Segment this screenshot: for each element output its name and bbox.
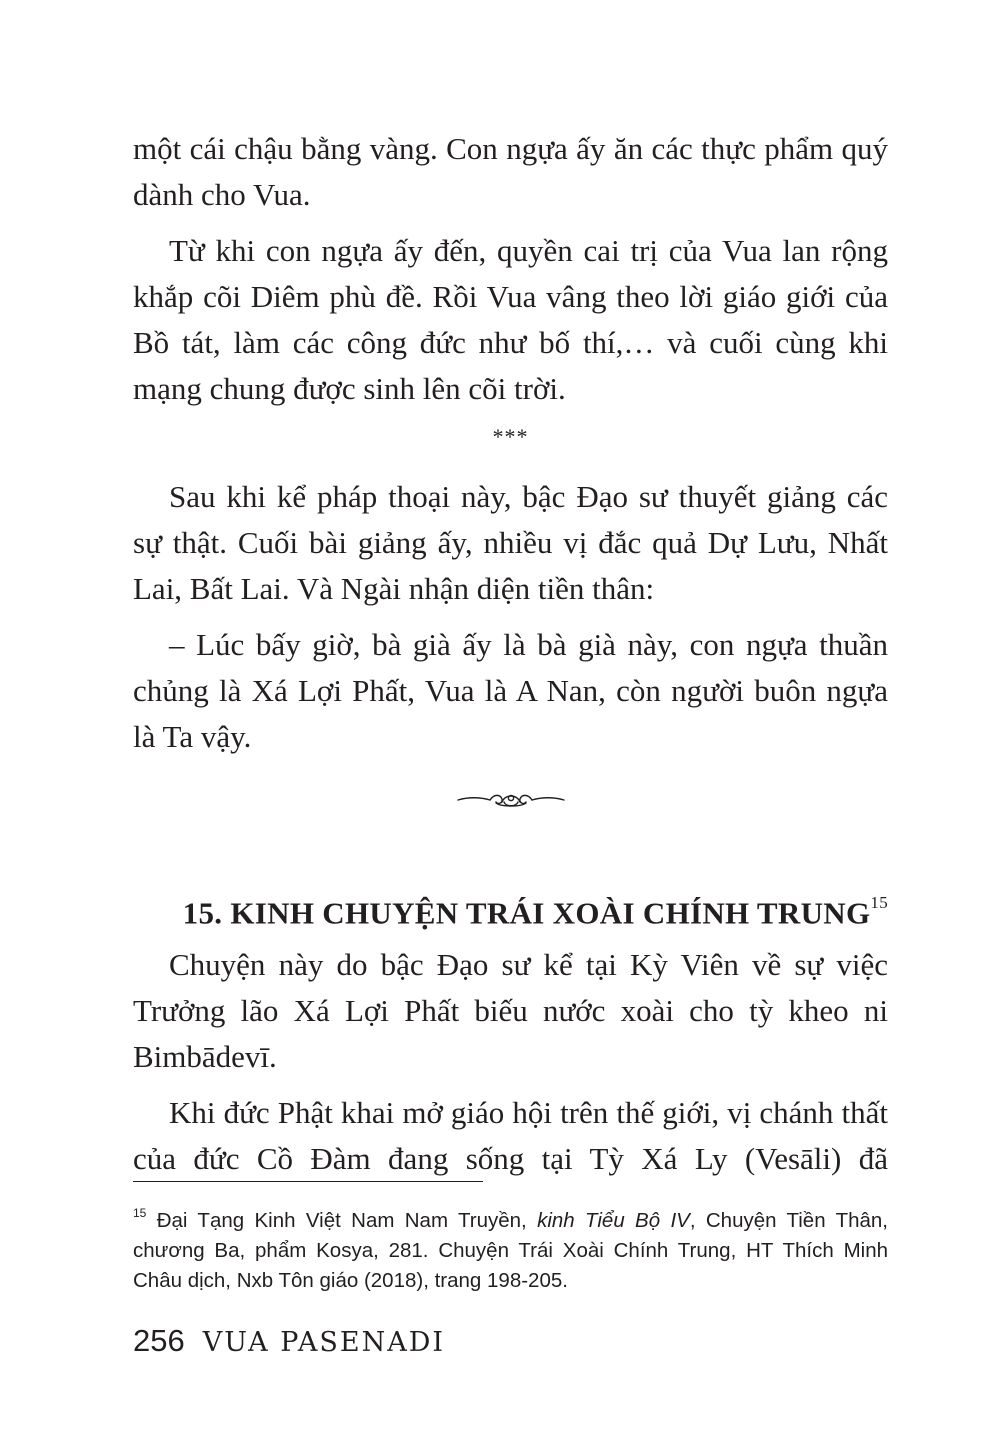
footnote-text-part1: Đại Tạng Kinh Việt Nam Nam Truyền, <box>156 1208 538 1232</box>
section-heading <box>133 884 888 936</box>
ornament-divider-icon <box>456 788 566 810</box>
paragraph-4: – Lúc bấy giờ, bà già ấy là bà già này, con ngựa thuần chủng là Xá Lợi Phất, Vua là A Nan, còn người buôn ngựa là Ta vậy. <box>133 627 888 754</box>
paragraph-5: Chuyện này do bậc Đạo sư kể tại Kỳ Viên về sự việc Trưởng lão Xá Lợi Phất biếu nước xoài cho tỳ kheo ni Bimbādevī. <box>133 947 888 1075</box>
footnote-reference[interactable]: 15 <box>870 893 888 912</box>
footnote-divider <box>133 1181 483 1182</box>
paragraph-1: một cái chậu bằng vàng. Con ngựa ấy ăn các thực phẩm quý dành cho Vua. <box>133 131 888 212</box>
paragraph-3: Sau khi kể pháp thoại này, bậc Đạo sư thuyết giảng các sự thật. Cuối bài giảng ấy, nhiều vị đắc quả Dự Lưu, Nhất Lai, Bất Lai. Và Ngài nhận diện tiền thân: <box>133 479 888 606</box>
footnote-text-italic: kinh Tiểu Bộ IV <box>537 1208 690 1232</box>
paragraph-6: Khi đức Phật khai mở giáo hội trên thế giới, vị chánh thất của đức Cồ Đàm đang sống tại Tỳ Xá Ly (Vesāli) đã <box>133 1095 888 1177</box>
footnote-number: 15 <box>133 1206 147 1220</box>
section-title: 15. KINH CHUYỆN TRÁI XOÀI CHÍNH TRUNG <box>182 895 871 931</box>
footnote-text-part2: , Chuyện Tiền Thân, chương Ba, phẩm Kosya, 281. Chuyện Trái Xoài Chính Trung, HT Thích Minh Châu dịch, Nxb Tôn giáo (2018), trang 198-205. <box>133 1208 888 1292</box>
footnote <box>133 1200 888 1296</box>
page-number: 256 <box>133 1323 185 1358</box>
section-separator: *** <box>492 424 529 449</box>
paragraph-2: Từ khi con ngựa ấy đến, quyền cai trị của Vua lan rộng khắp cõi Diêm phù đề. Rồi Vua vâng theo lời giáo giới của Bồ tát, làm các công đức như bố thí,… và cuối cùng khi mạng chung được sinh lên cõi trời. <box>133 233 888 406</box>
page-footer <box>133 1323 445 1363</box>
page-body <box>133 126 888 1192</box>
running-title: VUA PASENADI <box>202 1327 446 1358</box>
